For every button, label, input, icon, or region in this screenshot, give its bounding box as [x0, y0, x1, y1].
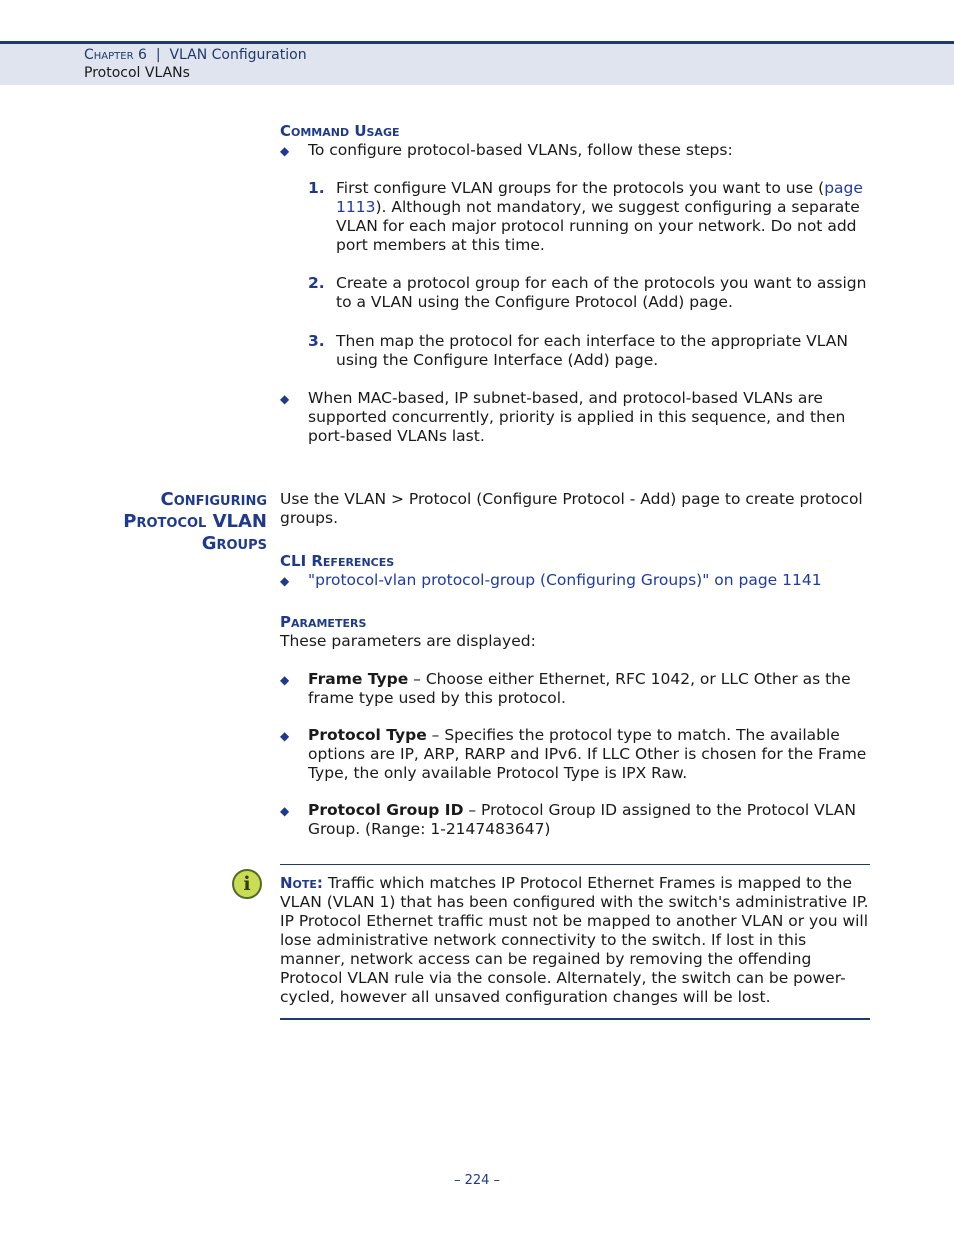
step-number: 3. [308, 332, 325, 350]
parameter-text [308, 726, 870, 783]
chapter-line [84, 47, 307, 63]
parameter-term: Protocol Type [308, 726, 427, 744]
step-number: 1. [308, 179, 325, 197]
step-1 [308, 179, 868, 254]
step-text: Create a protocol group for each of the protocols you want to assign to a VLAN using the Configure Protocol (Add) page. [336, 274, 867, 311]
parameter-text [308, 801, 870, 839]
note-label: Note: [280, 874, 323, 892]
page-1113-link[interactable]: page 1113 [336, 179, 863, 216]
command-usage-heading: Command Usage [280, 122, 400, 140]
cli-reference-link[interactable]: "protocol-vlan protocol-group (Configuring Groups)" on page 1141 [308, 571, 822, 589]
section-side-heading [77, 489, 267, 555]
concurrency-bullet [280, 389, 870, 445]
parameter-protocol-type [280, 726, 870, 782]
bullet-text: When MAC-based, IP subnet-based, and protocol-based VLANs are supported concurrently, priority is applied in this sequence, and then port-based VLANs last. [308, 389, 846, 445]
chapter-label: Chapter 6 [84, 47, 147, 63]
step-text: Then map the protocol for each interface to the appropriate VLAN using the Configure Interface (Add) page. [336, 332, 848, 369]
parameters-intro: These parameters are displayed: [280, 632, 536, 650]
bullet-diamond-icon: ◆ [280, 673, 290, 687]
parameter-desc: – Choose either Ethernet, RFC 1042, or LLC Other as the frame type used by this protocol. [308, 670, 851, 707]
parameter-term: Frame Type [308, 670, 409, 688]
side-heading-line: Configuring [160, 489, 267, 510]
note-block [280, 874, 870, 1007]
page-header [0, 41, 954, 85]
bullet-diamond-icon: ◆ [280, 804, 290, 818]
step-2 [308, 274, 868, 311]
step-text-pre: First configure VLAN groups for the protocols you want to use [336, 179, 814, 197]
chapter-title: VLAN Configuration [169, 47, 307, 63]
note-top-rule [280, 864, 870, 865]
parameter-term: Protocol Group ID [308, 801, 464, 819]
parameters-heading: Parameters [280, 613, 367, 631]
note-bottom-rule [280, 1018, 870, 1020]
bullet-diamond-icon: ◆ [280, 729, 290, 743]
bullet-diamond-icon: ◆ [280, 144, 290, 158]
step-text-post: ). Although not mandatory, we suggest configuring a separate VLAN for each major protocol running on your network. Do not add port members at this time. [336, 198, 860, 254]
intro-text: To configure protocol-based VLANs, follow these steps: [308, 141, 733, 159]
section-intro: Use the VLAN > Protocol (Configure Protocol - Add) page to create protocol groups. [280, 490, 863, 527]
parameter-frame-type [280, 670, 870, 707]
section-title: Protocol VLANs [84, 65, 190, 81]
info-icon: i [232, 869, 262, 899]
cli-reference-item [280, 571, 870, 591]
side-heading-line: Groups [201, 533, 267, 554]
parameter-text [308, 670, 870, 708]
cli-references-heading: CLI References [280, 552, 395, 570]
header-separator: | [155, 47, 161, 63]
step-number: 2. [308, 274, 325, 292]
command-usage-intro [280, 141, 880, 161]
bullet-diamond-icon: ◆ [280, 574, 290, 588]
note-text: Traffic which matches IP Protocol Ethernet Frames is mapped to the VLAN (VLAN 1) that has been configured with the switch's administrative IP. IP Protocol Ethernet traffic must not be mapped to another VLAN or you will lose administrative network connectivity to the switch. If lost in this manner, network access can be regained by removing the offending Protocol VLAN rule via the console. Alternately, the switch can be power-cycled, however all unsaved configuration changes will be lost. [280, 874, 869, 1006]
page-number: – 224 – [453, 1173, 501, 1188]
parameter-desc: – Protocol Group ID assigned to the Protocol VLAN Group. (Range: 1-2147483647) [308, 801, 856, 838]
bullet-diamond-icon: ◆ [280, 392, 290, 406]
step-3 [308, 332, 868, 369]
step-text [336, 179, 868, 255]
parameter-protocol-group-id [280, 801, 870, 838]
parameter-desc: – Specifies the protocol type to match. The available options are IP, ARP, RARP and IPv6. If LLC Other is chosen for the Frame Type, the only available Protocol Type is IPX Raw. [308, 726, 867, 782]
step-paren: ( [818, 179, 825, 197]
side-heading-line: Protocol VLAN [123, 511, 267, 532]
